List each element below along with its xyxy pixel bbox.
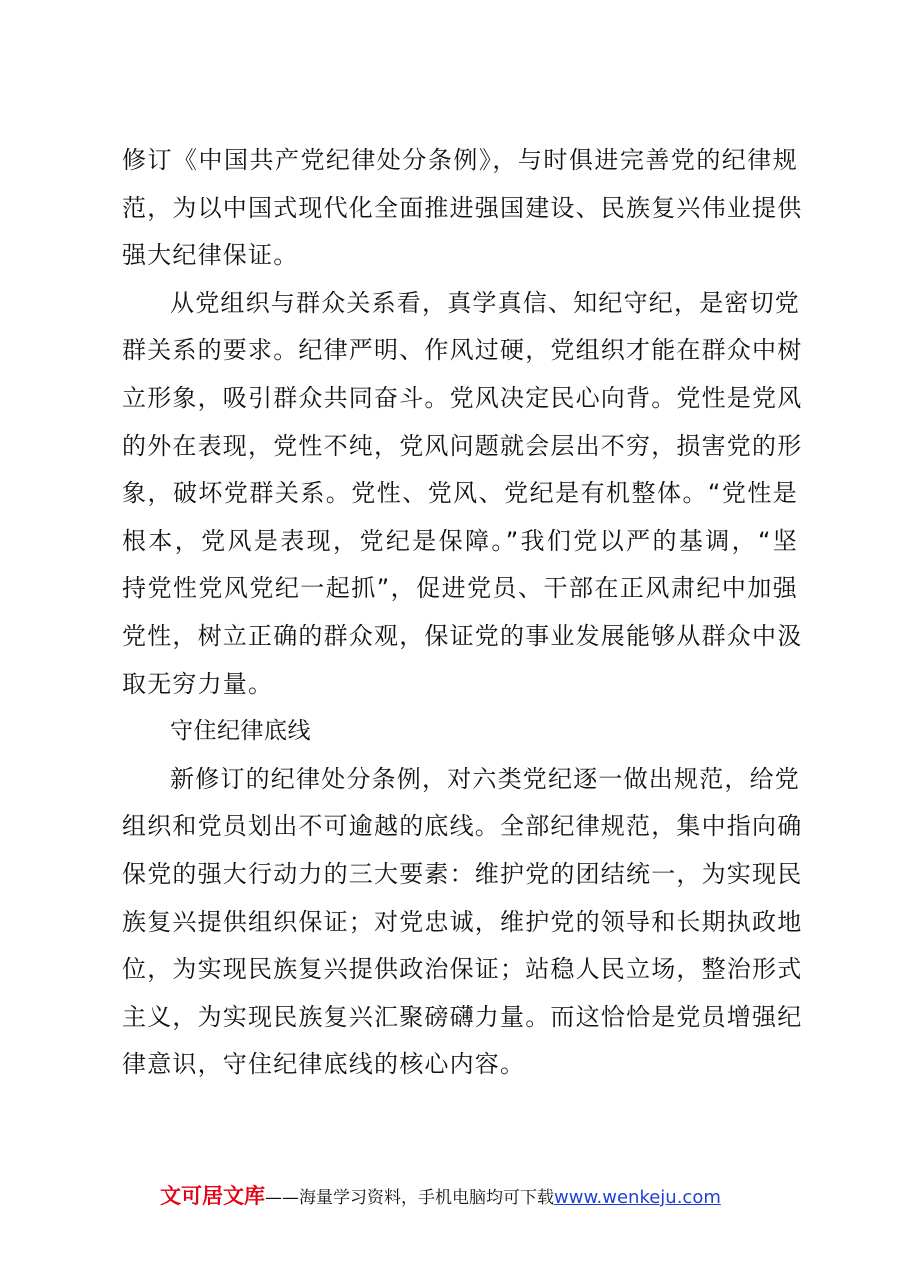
- text-line: 立形象，吸引群众共同奋斗。党风决定民心向背。党性是党风: [122, 383, 803, 412]
- text-line: 持党性党风党纪一起抓”，促进党员、干部在正风肃纪中加强: [122, 574, 798, 603]
- text-line: 取无穷力量。: [122, 669, 274, 698]
- text-line: 根本，党风是表现，党纪是保障。”我们党以严的基调，“坚: [122, 526, 798, 555]
- footer-banner: [160, 1180, 721, 1212]
- text-line: 族复兴提供组织保证；对党忠诚，维护党的领导和长期执政地: [122, 907, 803, 936]
- text-line: 位，为实现民族复兴提供政治保证；站稳人民立场，整治形式: [122, 955, 803, 984]
- website-link[interactable]: www.wenkeju.com: [554, 1187, 721, 1208]
- text-line: 主义，为实现民族复兴汇聚磅礴力量。而这恰恰是党员增强纪: [122, 1002, 803, 1031]
- text-line: 党性，树立正确的群众观，保证党的事业发展能够从群众中汲: [122, 621, 803, 650]
- brand-name: 文可居文库: [160, 1184, 265, 1208]
- text-line: 组织和党员划出不可逾越的底线。全部纪律规范，集中指向确: [122, 812, 803, 841]
- text-line: 的外在表现，党性不纯，党风问题就会层出不穷，损害党的形: [122, 431, 803, 460]
- footer-slogan: 海量学习资料，手机电脑均可下载: [299, 1188, 554, 1208]
- text-line: 保党的强大行动力的三大要素：维护党的团结统一，为实现民: [122, 859, 803, 888]
- paragraph-first-line: 新修订的纪律处分条例，对六类党纪逐一做出规范，给党: [170, 764, 800, 793]
- document-body: [122, 137, 803, 1089]
- footer-dash: ——: [265, 1188, 299, 1208]
- text-line: 群关系的要求。纪律严明、作风过硬，党组织才能在群众中树: [122, 336, 803, 365]
- text-line: 范，为以中国式现代化全面推进强国建设、民族复兴伟业提供: [122, 193, 803, 222]
- text-line: 修订《中国共产党纪律处分条例》，与时俱进完善党的纪律规: [122, 146, 798, 174]
- text-line: 强大纪律保证。: [122, 241, 299, 270]
- section-heading: 守住纪律底线: [170, 718, 311, 745]
- text-line: 律意识，守住纪律底线的核心内容。: [122, 1050, 526, 1079]
- text-line: 象，破坏党群关系。党性、党风、党纪是有机整体。“党性是: [122, 479, 798, 508]
- paragraph-first-line: 从党组织与群众关系看，真学真信、知纪守纪，是密切党: [170, 288, 800, 317]
